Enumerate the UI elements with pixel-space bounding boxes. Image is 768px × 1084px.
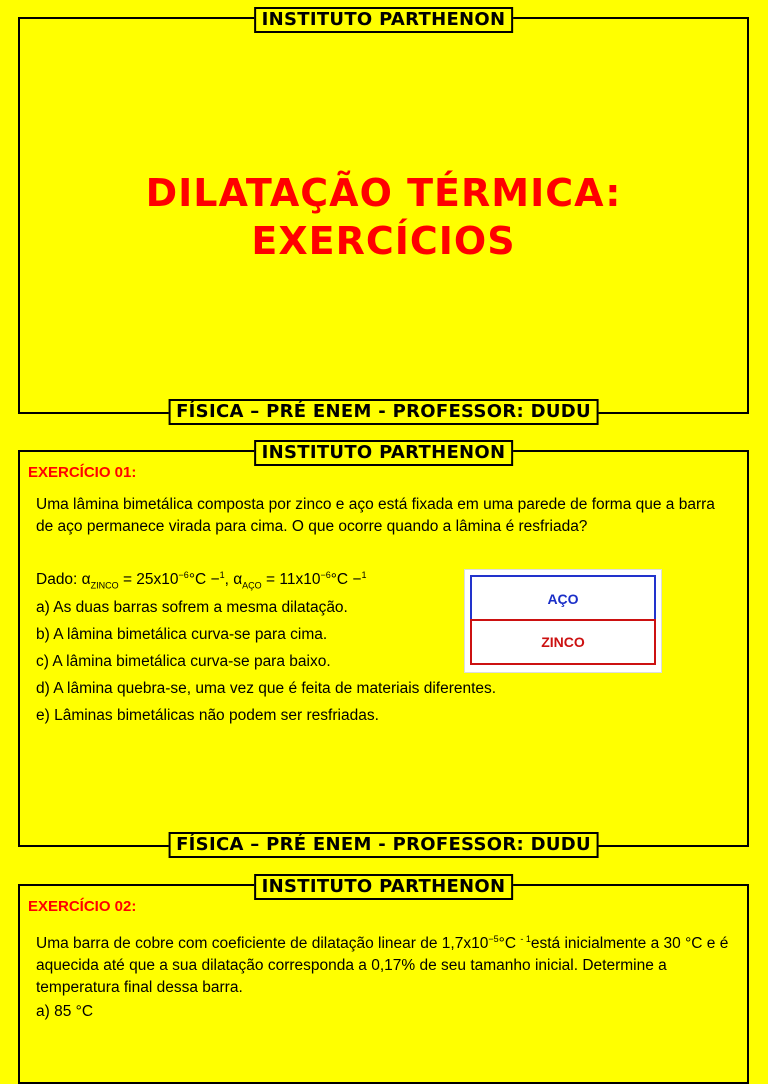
question-exp-1: −5 [488,934,499,944]
bimetal-strip-figure [464,569,662,673]
given-value-2: = 11x10 [261,571,321,589]
given-unit-2: °C − [330,571,362,589]
given-data [36,570,366,590]
institute-label: INSTITUTO PARTHENON [254,440,514,466]
institute-label: INSTITUTO PARTHENON [254,7,514,33]
given-exp-1: −6 [178,570,189,580]
option-d: d) A lâmina quebra-se, uma vez que é feita de materiais diferentes. [36,680,497,697]
given-value-1: = 25x10 [118,571,179,589]
given-sub-zinco: ZINCO [90,580,119,591]
institute-label: INSTITUTO PARTHENON [254,874,514,900]
zinc-bar: ZINCO [470,619,656,665]
given-prefix: Dado: α [36,571,91,589]
given-exp-3: −6 [320,570,331,580]
option-e: e) Lâminas bimetálicas não podem ser resfriadas. [36,707,379,724]
option-c: c) A lâmina bimetálica curva-se para baixo. [36,653,331,670]
exercise-label: EXERCÍCIO 01: [28,464,137,481]
exercise-2-slide [18,876,749,1084]
question-part-1: Uma barra de cobre com coeficiente de dilatação linear de 1,7x10 [36,935,489,953]
option-a: a) 85 °C [36,1003,94,1020]
given-exp-2: 1 [219,570,225,580]
steel-bar: AÇO [470,575,656,619]
page-title [20,169,747,265]
exercise-label: EXERCÍCIO 02: [28,898,137,915]
question-part-3: está inicialmente a 30 °C e é aquecida até que a sua dilatação corresponda a 0,17% de seu tamanho inicial. Determine a temperatura final dessa barra. [36,935,729,997]
footer-label: FÍSICA – PRÉ ENEM - PROFESSOR: DUDU [168,399,599,425]
given-unit-1: °C − [188,571,220,589]
given-sep: , α [224,571,243,589]
given-sub-aco: AÇO [242,580,262,591]
title-line-2: EXERCÍCIOS [251,219,516,263]
exercise-1-slide [18,442,749,855]
given-exp-4: 1 [361,570,367,580]
question-text [36,928,735,999]
question-text: Uma lâmina bimetálica composta por zinco e aço está fixada em uma parede de forma que a barra de aço permanece virada para cima. O que ocorre quando a lâmina é resfriada? [36,496,715,535]
question-part-2: °C [498,935,521,953]
title-line-1: DILATAÇÃO TÉRMICA: [145,171,622,215]
question-exp-2: - 1 [520,934,531,944]
title-slide [18,9,749,422]
footer-label: FÍSICA – PRÉ ENEM - PROFESSOR: DUDU [168,832,599,858]
option-b: b) A lâmina bimetálica curva-se para cima. [36,626,328,643]
option-a: a) As duas barras sofrem a mesma dilatação. [36,599,348,616]
